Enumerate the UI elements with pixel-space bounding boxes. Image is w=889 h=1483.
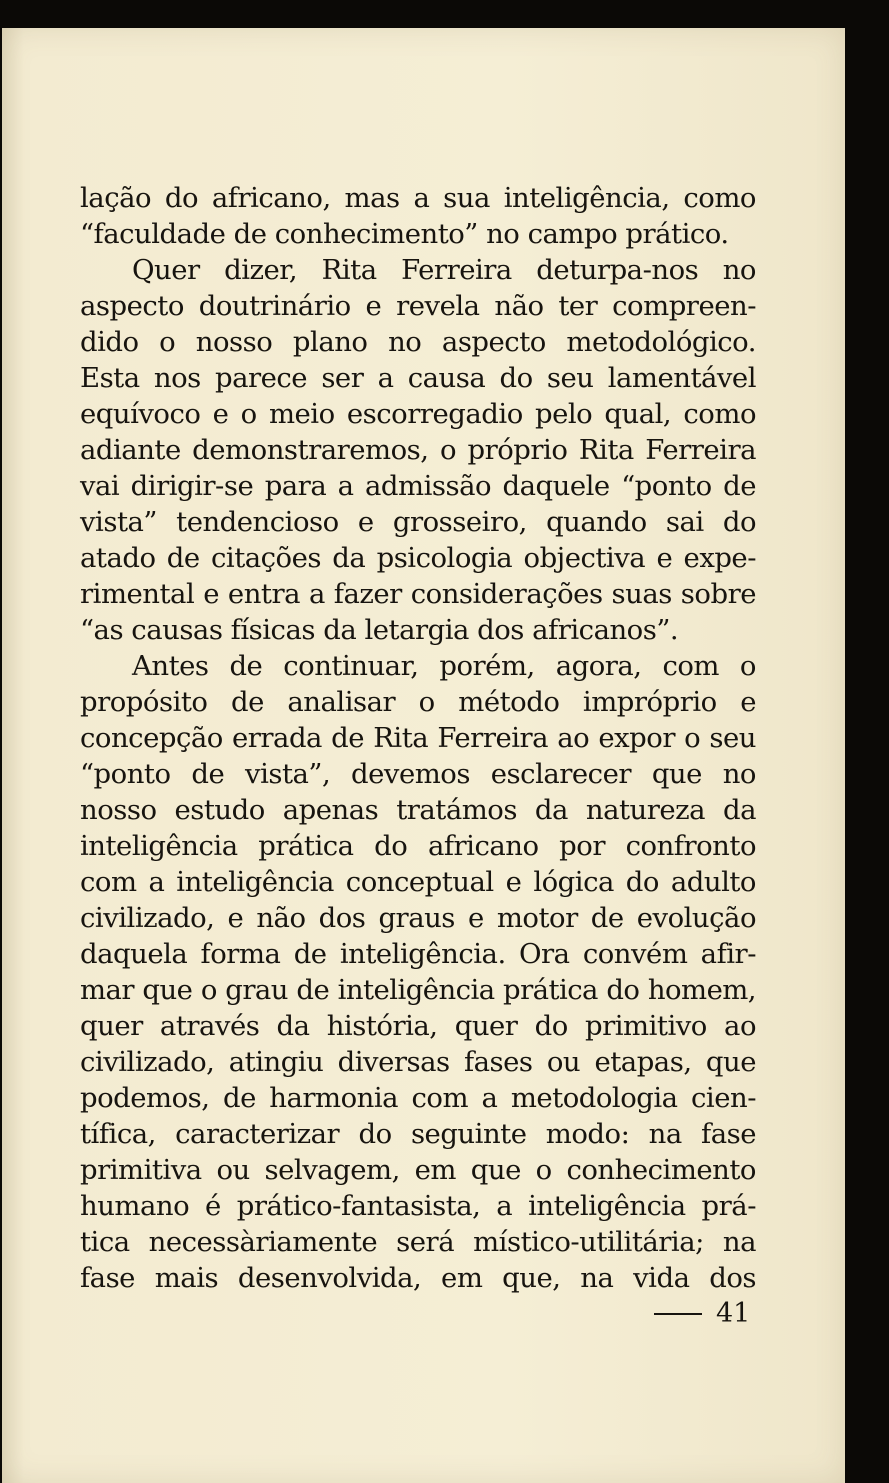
text-line: rimental e entra a fazer considerações suas sobre bbox=[80, 578, 756, 610]
text-line: vai dirigir-se para a admissão daquele “ponto de bbox=[80, 470, 756, 502]
text-line: nosso estudo apenas tratámos da natureza da bbox=[80, 794, 756, 826]
page-footer bbox=[654, 1298, 750, 1329]
text-line: concepção errada de Rita Ferreira ao expor o seu bbox=[80, 722, 756, 754]
body-text bbox=[80, 180, 756, 1296]
text-line: primitiva ou selvagem, em que o conhecimento bbox=[80, 1154, 756, 1186]
text-line: “faculdade de conhecimento” no campo prático. bbox=[80, 218, 729, 250]
text-line: mar que o grau de inteligência prática do homem, bbox=[80, 974, 756, 1006]
text-line: humano é prático-fantasista, a inteligência prá- bbox=[80, 1190, 756, 1222]
text-line: equívoco e o meio escorregadio pelo qual, como bbox=[80, 398, 756, 430]
text-line: Quer dizer, Rita Ferreira deturpa-nos no bbox=[132, 254, 756, 286]
text-line: “as causas físicas da letargia dos africanos”. bbox=[80, 614, 679, 646]
text-line: adiante demonstraremos, o próprio Rita Ferreira bbox=[80, 434, 756, 466]
text-line: lação do africano, mas a sua inteligência, como bbox=[80, 182, 756, 214]
text-line: civilizado, e não dos graus e motor de evolução bbox=[80, 902, 756, 934]
page-number: 41 bbox=[716, 1298, 751, 1329]
text-line: podemos, de harmonia com a metodologia cien- bbox=[80, 1082, 756, 1114]
text-line: tica necessàriamente será místico-utilitária; na bbox=[80, 1226, 756, 1258]
text-line: tífica, caracterizar do seguinte modo: na fase bbox=[80, 1118, 756, 1150]
text-line: dido o nosso plano no aspecto metodológico. bbox=[80, 326, 756, 358]
book-page bbox=[2, 28, 845, 1483]
text-line: daquela forma de inteligência. Ora convém afir- bbox=[80, 938, 756, 970]
footer-rule bbox=[654, 1313, 702, 1315]
text-line: com a inteligência conceptual e lógica do adulto bbox=[80, 866, 756, 898]
text-line: “ponto de vista”, devemos esclarecer que no bbox=[80, 758, 756, 790]
text-line: aspecto doutrinário e revela não ter compreen- bbox=[80, 290, 756, 322]
text-line: vista” tendencioso e grosseiro, quando sai do bbox=[80, 506, 756, 538]
text-line: propósito de analisar o método impróprio e bbox=[80, 686, 756, 718]
text-line: atado de citações da psicologia objectiva e expe- bbox=[80, 542, 756, 574]
text-line: Antes de continuar, porém, agora, com o bbox=[132, 650, 756, 682]
text-line: fase mais desenvolvida, em que, na vida dos bbox=[80, 1262, 756, 1294]
text-line: Esta nos parece ser a causa do seu lamentável bbox=[80, 362, 756, 394]
text-line: quer através da história, quer do primitivo ao bbox=[80, 1010, 756, 1042]
text-line: inteligência prática do africano por confronto bbox=[80, 830, 756, 862]
text-line: civilizado, atingiu diversas fases ou etapas, que bbox=[80, 1046, 756, 1078]
